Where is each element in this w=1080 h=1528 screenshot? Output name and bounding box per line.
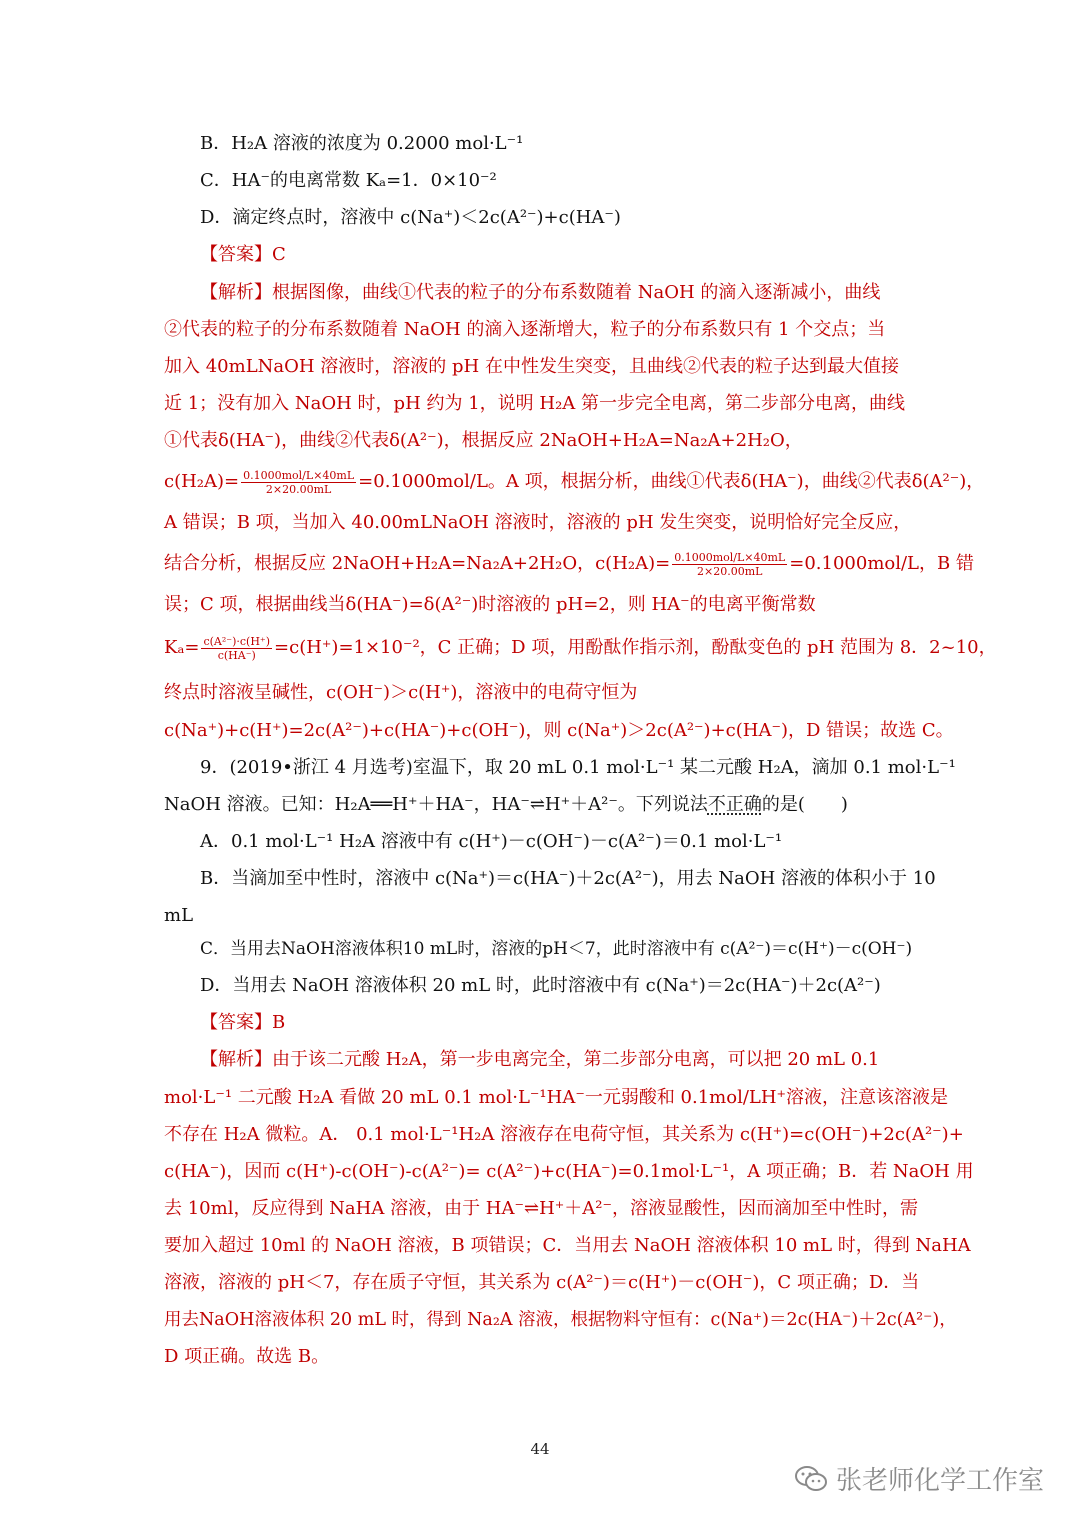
q8-answer-line	[200, 242, 920, 268]
q8-analysis-line-1: 【解析】根据图像，曲线①代表的粒子的分布系数随着 NaOH 的滴入逐渐减小，曲线	[200, 282, 881, 303]
q9-option-a: A．0.1 mol·L⁻¹ H₂A 溶液中有 c(H⁺)－c(OH⁻)－c(A²⁻)＝0.1 mol·L⁻¹	[200, 831, 783, 852]
answer-value: C	[272, 244, 286, 265]
q9-analysis-line-8: 用去NaOH溶液体积 20 mL 时，得到 Na₂A 溶液，根据物料守恒有：c(Na⁺)＝2c(HA⁻)＋2c(A²⁻)，	[164, 1310, 957, 1330]
q8-analysis-line-3: 加入 40mLNaOH 溶液时，溶液的 pH 在中性发生突变，且曲线②代表的粒子达到最大值接	[164, 356, 899, 377]
q8-analysis-line-2: ②代表的粒子的分布系数随着 NaOH 的滴入逐渐增大，粒子的分布系数只有 1 个交点；当	[164, 319, 886, 340]
q8-analysis-line-4: 近 1；没有加入 NaOH 时，pH 约为 1，说明 H₂A 第一步完全电离，第二步部分电离，曲线	[164, 393, 906, 414]
q8-option-c: C．HA⁻的电离常数 Kₐ=1．0×10⁻²	[200, 170, 497, 191]
watermark-text: 张老师化学工作室	[835, 1466, 1044, 1496]
q9-analysis-line-9: D 项正确。故选 B。	[164, 1346, 330, 1367]
q8-ka-line: Kₐ= $\frac{\text{c(A²⁻)·c(H⁺)}}{c(HA^-)}$ =c(H⁺)=1×10⁻²，C 正确；D 项，用酚酞作指示剂，酚酞变色的 pH 范围为 8．2~10，	[164, 634, 997, 662]
q8-analysis-line-6: A 错误；B 项，当加入 40.00mLNaOH 溶液时，溶液的 pH 发生突变，说明恰好完全反应，	[164, 512, 912, 533]
emphasis-not-correct: 不正确	[707, 794, 762, 815]
q9-analysis-line-3: 不存在 H₂A 微粒。A． 0.1 mol·L⁻¹H₂A 溶液存在电荷守恒，其关系为 c(H⁺)=c(OH⁻)+2c(A²⁻)+	[164, 1124, 964, 1145]
q9-answer-line	[200, 1010, 920, 1036]
analysis-tag: 【解析】	[200, 1049, 272, 1070]
q9-analysis-line-5: 去 10ml，反应得到 NaHA 溶液，由于 HA⁻⇌H⁺＋A²⁻，溶液显酸性，因而滴加至中性时，需	[164, 1198, 918, 1219]
q8-analysis-line-5: ①代表δ(HA⁻)，曲线②代表δ(A²⁻)，根据反应 2NaOH+H₂A=Na₂A+2H₂O，	[164, 430, 803, 451]
q9-analysis-line-4: c(HA⁻)，因而 c(H⁺)-c(OH⁻)-c(A²⁻)= c(A²⁻)+c(HA⁻)=0.1mol·L⁻¹，A 项正确；B．若 NaOH 用	[164, 1161, 974, 1182]
q8-calc-line: c(H₂A)= $\frac{\text{0.1000mol/L×40mL}}{2\times 20.00mL}$ =0.1000mol/L。A 项，根据分析，曲线①代表δ(HA⁻)，曲线②代表δ(A²⁻)，	[164, 468, 985, 496]
fraction: $\frac{\text{c(A²⁻)·c(H⁺)}}{c(HA^-)}$	[203, 634, 271, 662]
q9-stem-line-2: NaOH 溶液。已知：H₂A══H⁺＋HA⁻，HA⁻⇌H⁺＋A²⁻。下列说法不正确的是( )	[164, 794, 848, 815]
watermark	[794, 1460, 1044, 1497]
q9-stem-line-1: 9．(2019•浙江 4 月选考)室温下，取 20 mL 0.1 mol·L⁻¹ 某二元酸 H₂A，滴加 0.1 mol·L⁻¹	[200, 757, 956, 778]
fraction: $\frac{\text{0.1000mol/L×40mL}}{2\times 20.00mL}$	[674, 550, 786, 578]
q9-analysis-line-1: 【解析】由于该二元酸 H₂A，第一步电离完全，第二步部分电离，可以把 20 mL 0.1	[200, 1049, 880, 1070]
q9-analysis-line-2: mol·L⁻¹ 二元酸 H₂A 看做 20 mL 0.1 mol·L⁻¹HA⁻一元弱酸和 0.1mol/LH⁺溶液，注意该溶液是	[164, 1087, 949, 1108]
q9-analysis-line-7: 溶液，溶液的 pH＜7，存在质子守恒，其关系为 c(A²⁻)＝c(H⁺)－c(OH⁻)，C 项正确；D．当	[164, 1272, 920, 1293]
answer-tag: 【答案】	[200, 1012, 272, 1033]
q9-option-b: B．当滴加至中性时，溶液中 c(Na⁺)＝c(HA⁻)＋2c(A²⁻)，用去 NaOH 溶液的体积小于 10	[200, 868, 936, 889]
q8-option-d: D．滴定终点时，溶液中 c(Na⁺)＜2c(A²⁻)+c(HA⁻)	[200, 207, 621, 228]
analysis-tag: 【解析】	[200, 282, 272, 303]
q8-analysis-line-9: c(Na⁺)+c(H⁺)=2c(A²⁻)+c(HA⁻)+c(OH⁻)，则 c(Na⁺)＞2c(A²⁻)+c(HA⁻)，D 错误；故选 C。	[164, 720, 954, 741]
page-number: 44	[530, 1440, 550, 1458]
answer-tag: 【答案】	[200, 244, 272, 265]
q8-calc-line-2: 结合分析，根据反应 2NaOH+H₂A=Na₂A+2H₂O，c(H₂A)= $\frac{\text{0.1000mol/L×40mL}}{2\times 20.00mL}$ =0.1000mol/L，B 错	[164, 550, 974, 578]
q9-option-b-cont: mL	[164, 905, 194, 926]
q8-analysis-line-7: 误；C 项，根据曲线当δ(HA⁻)=δ(A²⁻)时溶液的 pH=2，则 HA⁻的电离平衡常数	[164, 594, 816, 615]
q9-option-c: C．当用去NaOH溶液体积10 mL时，溶液的pH＜7，此时溶液中有 c(A²⁻)＝c(H⁺)－c(OH⁻)	[200, 939, 913, 959]
q9-analysis-line-6: 要加入超过 10ml 的 NaOH 溶液，B 项错误；C．当用去 NaOH 溶液体积 10 mL 时，得到 NaHA	[164, 1235, 971, 1256]
wechat-icon	[794, 1465, 828, 1493]
q9-option-d: D．当用去 NaOH 溶液体积 20 mL 时，此时溶液中有 c(Na⁺)＝2c(HA⁻)＋2c(A²⁻)	[200, 975, 881, 996]
q8-option-b: B．H₂A 溶液的浓度为 0.2000 mol·L⁻¹	[200, 133, 524, 154]
fraction: $\frac{\text{0.1000mol/L×40mL}}{2\times 20.00mL}$	[243, 468, 355, 496]
answer-value: B	[272, 1012, 286, 1033]
q8-analysis-line-8: 终点时溶液呈碱性，c(OH⁻)＞c(H⁺)，溶液中的电荷守恒为	[164, 682, 638, 703]
